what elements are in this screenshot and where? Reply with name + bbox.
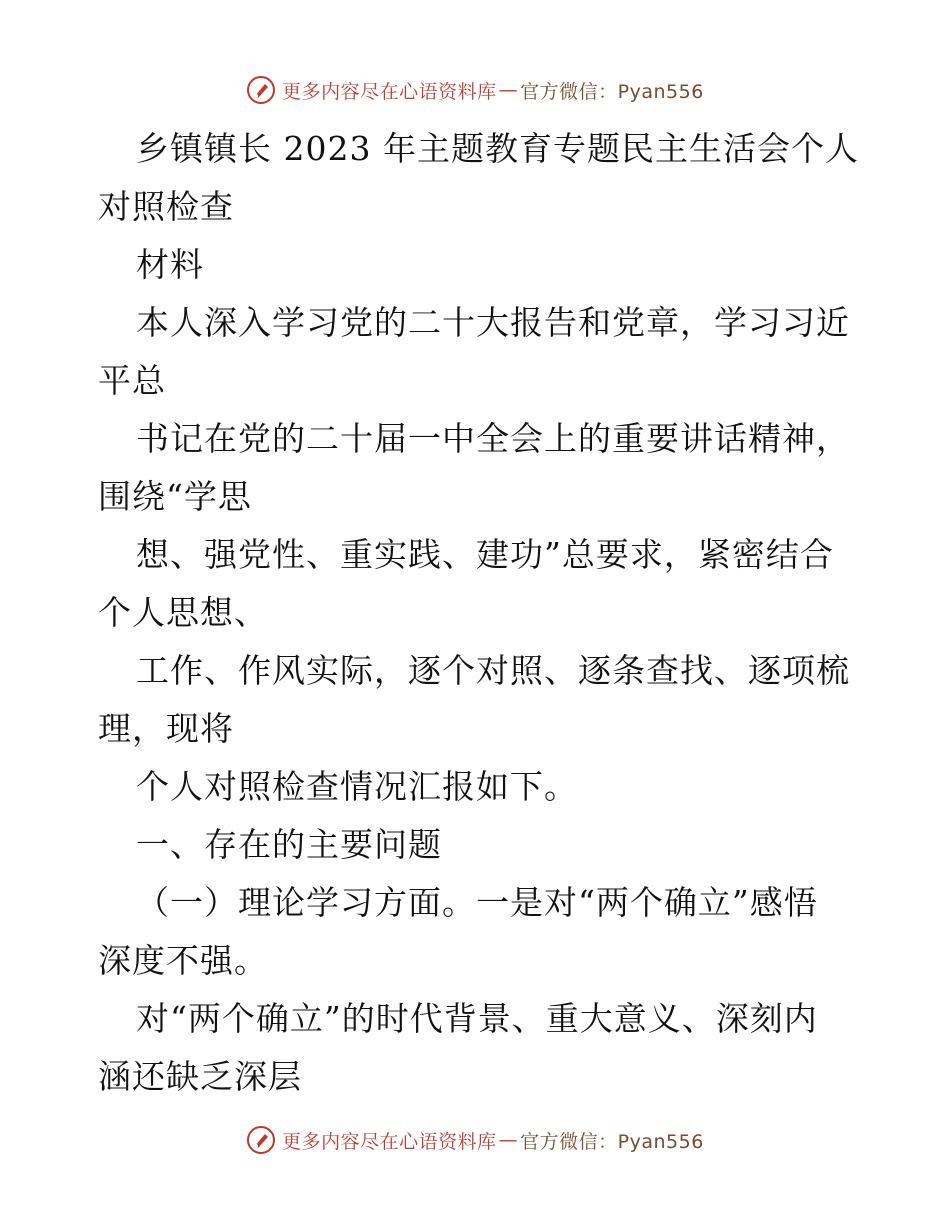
doc-line: 涵还缺乏深层 (98, 1057, 302, 1096)
doc-line: （一）理论学习方面。一是对“两个确立”感悟 (136, 883, 818, 922)
doc-line: 乡镇镇长 2023 年主题教育专题民主生活会个人 (136, 129, 859, 168)
section-heading: 一、存在的主要问题 (136, 825, 442, 864)
banner-separator: — (498, 1129, 519, 1151)
footer-watermark-banner (0, 1118, 950, 1162)
banner-contact: 官方微信：Pyan556 (520, 1130, 704, 1153)
banner-text: 更多内容尽在心语资料库 (282, 80, 497, 103)
doc-line: 书记在党的二十届一中全会上的重要讲话精神， (136, 419, 850, 458)
document-body (98, 120, 858, 1106)
banner-contact: 官方微信：Pyan556 (520, 80, 704, 103)
doc-line: 深度不强。 (98, 941, 268, 980)
doc-line: 对照检查 (98, 187, 234, 226)
banner-text: 更多内容尽在心语资料库 (282, 1130, 497, 1153)
banner-separator: — (498, 79, 519, 101)
doc-line: 材料 (136, 245, 204, 284)
pen-nib-logo-icon (246, 75, 276, 105)
doc-line: 工作、作风实际，逐个对照、逐条查找、逐项梳 (136, 651, 850, 690)
doc-line: 对“两个确立”的时代背景、重大意义、深刻内 (136, 999, 818, 1038)
doc-line: 本人深入学习党的二十大报告和党章，学习习近 (136, 303, 850, 342)
doc-line: 想、强党性、重实践、建功”总要求，紧密结合 (136, 535, 834, 574)
doc-line: 个人思想、 (98, 593, 268, 632)
doc-line: 理，现将 (98, 709, 234, 748)
doc-line: 围绕“学思 (98, 477, 252, 516)
doc-line: 平总 (98, 361, 166, 400)
header-watermark-banner (0, 68, 950, 112)
doc-line: 个人对照检查情况汇报如下。 (136, 767, 578, 806)
pen-nib-logo-icon (246, 1125, 276, 1155)
